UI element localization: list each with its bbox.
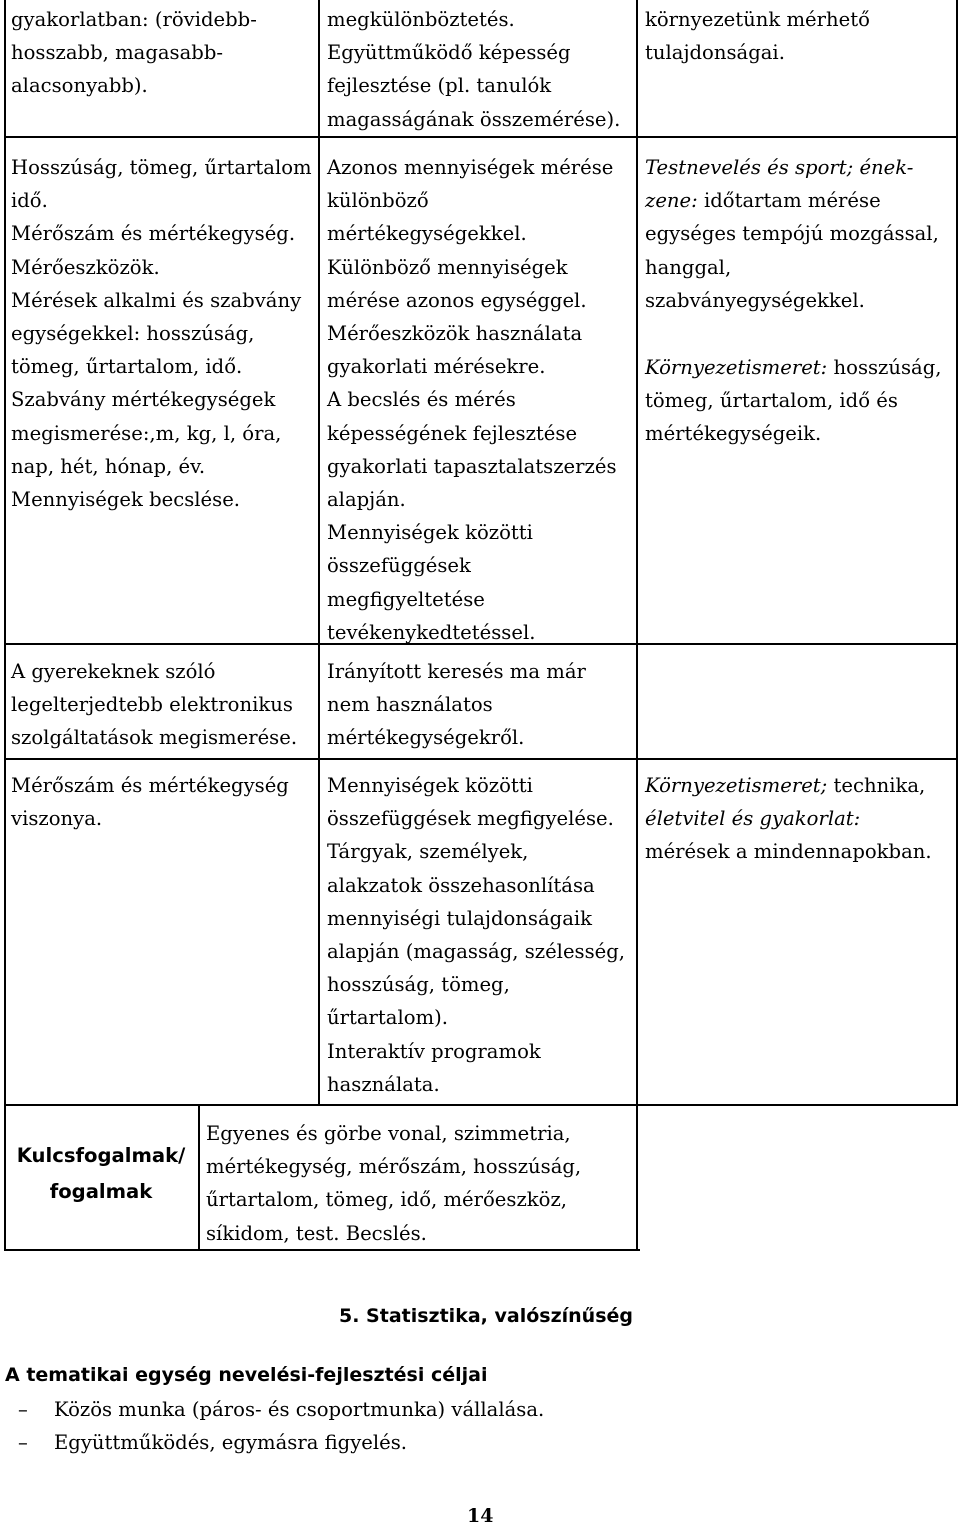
text-line: tömeg, űrtartalom, idő. — [11, 355, 243, 379]
text-line: Mérőszám és mértékegység. — [11, 222, 296, 246]
text-line: Tárgyak, személyek, — [327, 840, 529, 864]
text-line: mérése azonos egységgel. — [327, 288, 587, 312]
text-line: alakzatok összehasonlítása — [327, 873, 595, 897]
text-line — [645, 769, 932, 802]
text-line: összefüggések — [327, 554, 471, 578]
text-line: fejlesztése (pl. tanulók — [327, 74, 552, 98]
table-row-divider — [4, 1104, 958, 1106]
text-line: síkidom, test. Becslés. — [206, 1221, 427, 1245]
text-line: hosszabb, magasabb- — [11, 41, 224, 65]
text-line: legelterjedtebb elektronikus — [11, 693, 293, 717]
table-right-border — [956, 0, 958, 1106]
text-line: Különböző mennyiségek — [327, 255, 568, 279]
key-concepts-label — [5, 1138, 197, 1210]
text-line: magasságának összemérése). — [327, 107, 621, 131]
text-line: Kulcsfogalmak/ — [16, 1144, 186, 1167]
text-line: viszonya. — [11, 807, 103, 831]
text-line: megkülönböztetés. — [327, 8, 515, 31]
text-line: egységes tempójú mozgással, — [645, 222, 939, 246]
text-line: szabványegységekkel. — [645, 288, 865, 312]
table-row-divider — [4, 758, 958, 760]
text-line: űrtartalom, tömeg, idő, mérőeszköz, — [206, 1188, 568, 1212]
row1-col3a-text — [645, 151, 939, 317]
subject-name: Környezetismeret: — [645, 356, 828, 379]
text-line: Hosszúság, tömeg, űrtartalom — [11, 156, 312, 179]
table-row-divider — [4, 136, 958, 138]
text-line: különböző — [327, 189, 429, 213]
text-line: Interaktív programok — [327, 1039, 541, 1063]
text-line: Egyenes és görbe vonal, szimmetria, — [206, 1122, 571, 1145]
page-number: 14 — [467, 1505, 494, 1527]
text-line: mérések a mindennapokban. — [645, 840, 932, 864]
text-line: életvitel és gyakorlat: — [645, 807, 861, 831]
text-line: hosszúság, tömeg, — [327, 973, 510, 997]
text-line: idő. — [11, 189, 48, 213]
text-line — [645, 351, 942, 384]
text-line: alapján. — [327, 488, 406, 512]
text-line: alapján (magasság, szélesség, — [327, 940, 626, 964]
text-line: nem használatos — [327, 693, 493, 717]
row1-col2-text — [327, 151, 617, 649]
text-line: alacsonyabb). — [11, 74, 148, 98]
text-line: nap, hét, hónap, év. — [11, 454, 206, 478]
text-line: szolgáltatások megismerése. — [11, 726, 298, 750]
subject-name: Környezetismeret; — [645, 774, 828, 797]
text-line: hanggal, — [645, 255, 732, 279]
goal-bullet-item — [3, 1426, 407, 1459]
text-line: Irányított keresés ma már — [327, 660, 586, 683]
text-fragment: időtartam mérése — [703, 189, 881, 213]
text-fragment: technika, — [833, 774, 926, 797]
text-line: Azonos mennyiségek mérése — [327, 156, 614, 179]
row0-col2-text — [327, 3, 620, 136]
row1-col3b-text — [645, 351, 942, 451]
goals-heading: A tematikai egység nevelési-fejlesztési céljai — [5, 1364, 488, 1386]
key-concepts-divider — [198, 1104, 200, 1251]
text-line: tulajdonságai. — [645, 41, 785, 65]
text-line: mértékegység, mérőszám, hosszúság, — [206, 1155, 582, 1179]
key-concepts-text — [206, 1117, 581, 1250]
text-line: A becslés és mérés — [327, 388, 516, 412]
text-line: Mérőeszközök. — [11, 255, 160, 279]
row0-col3-text — [645, 3, 870, 69]
text-line: tevékenykedtetéssel. — [327, 620, 536, 644]
text-line: Mérések alkalmi és szabvány — [11, 288, 302, 312]
goal-bullet-item — [3, 1393, 544, 1426]
text-line: használata. — [327, 1072, 440, 1096]
text-line — [645, 184, 939, 217]
text-line: fogalmak — [49, 1180, 153, 1203]
section-title: 5. Statisztika, valószínűség — [339, 1305, 633, 1327]
text-line: mértékegységekkel. — [327, 222, 527, 246]
dash-bullet-icon: – — [18, 1431, 28, 1454]
text-line: mértékegységeik. — [645, 422, 822, 446]
text-line: gyakorlati mérésekre. — [327, 355, 546, 379]
subject-name: zene: — [645, 189, 698, 213]
text-line: Együttműködő képesség — [327, 41, 571, 65]
text-line: gyakorlatban: (rövidebb- — [11, 8, 257, 31]
text-line: Mérőeszközök használata — [327, 322, 583, 346]
text-line: Mennyiségek becslése. — [11, 488, 241, 512]
text-line: Mérőszám és mértékegység — [11, 774, 289, 797]
row0-col1-text — [11, 3, 257, 103]
table-left-border — [4, 0, 6, 1251]
text-line: Szabvány mértékegységek — [11, 388, 276, 412]
row1-col1-text — [11, 151, 312, 516]
row3-col1-text — [11, 769, 289, 835]
dash-bullet-icon: – — [18, 1398, 28, 1421]
row3-col2-text — [327, 769, 625, 1101]
text-line: mennyiségi tulajdonságaik — [327, 906, 593, 930]
text-line: Mennyiségek közötti — [327, 521, 533, 545]
text-line: űrtartalom). — [327, 1006, 448, 1030]
text-line: egységekkel: hosszúság, — [11, 322, 255, 346]
row3-col3-text — [645, 769, 932, 869]
text-line: tömeg, űrtartalom, idő és — [645, 389, 898, 413]
text-line: képességének fejlesztése — [327, 421, 578, 445]
text-line: megfigyeltetése — [327, 587, 485, 611]
text-line: gyakorlati tapasztalatszerzés — [327, 454, 617, 478]
text-line: Mennyiségek közötti — [327, 774, 533, 797]
text-line: mértékegységekről. — [327, 726, 525, 750]
text-line: A gyerekeknek szóló — [11, 660, 216, 683]
goal-text: Együttműködés, egymásra figyelés. — [54, 1431, 408, 1454]
row2-col1-text — [11, 655, 297, 755]
table-column-divider — [318, 0, 320, 1106]
text-line: környezetünk mérhető — [645, 8, 870, 31]
row2-col2-text — [327, 655, 586, 755]
table-column-divider — [636, 0, 638, 1251]
text-line: megismerése:,m, kg, l, óra, — [11, 421, 282, 445]
text-fragment: hosszúság, — [833, 356, 942, 379]
text-line: Testnevelés és sport; ének- — [645, 156, 914, 179]
text-line: összefüggések megfigyelése. — [327, 807, 614, 831]
goal-text: Közös munka (páros- és csoportmunka) vállalása. — [54, 1398, 545, 1421]
